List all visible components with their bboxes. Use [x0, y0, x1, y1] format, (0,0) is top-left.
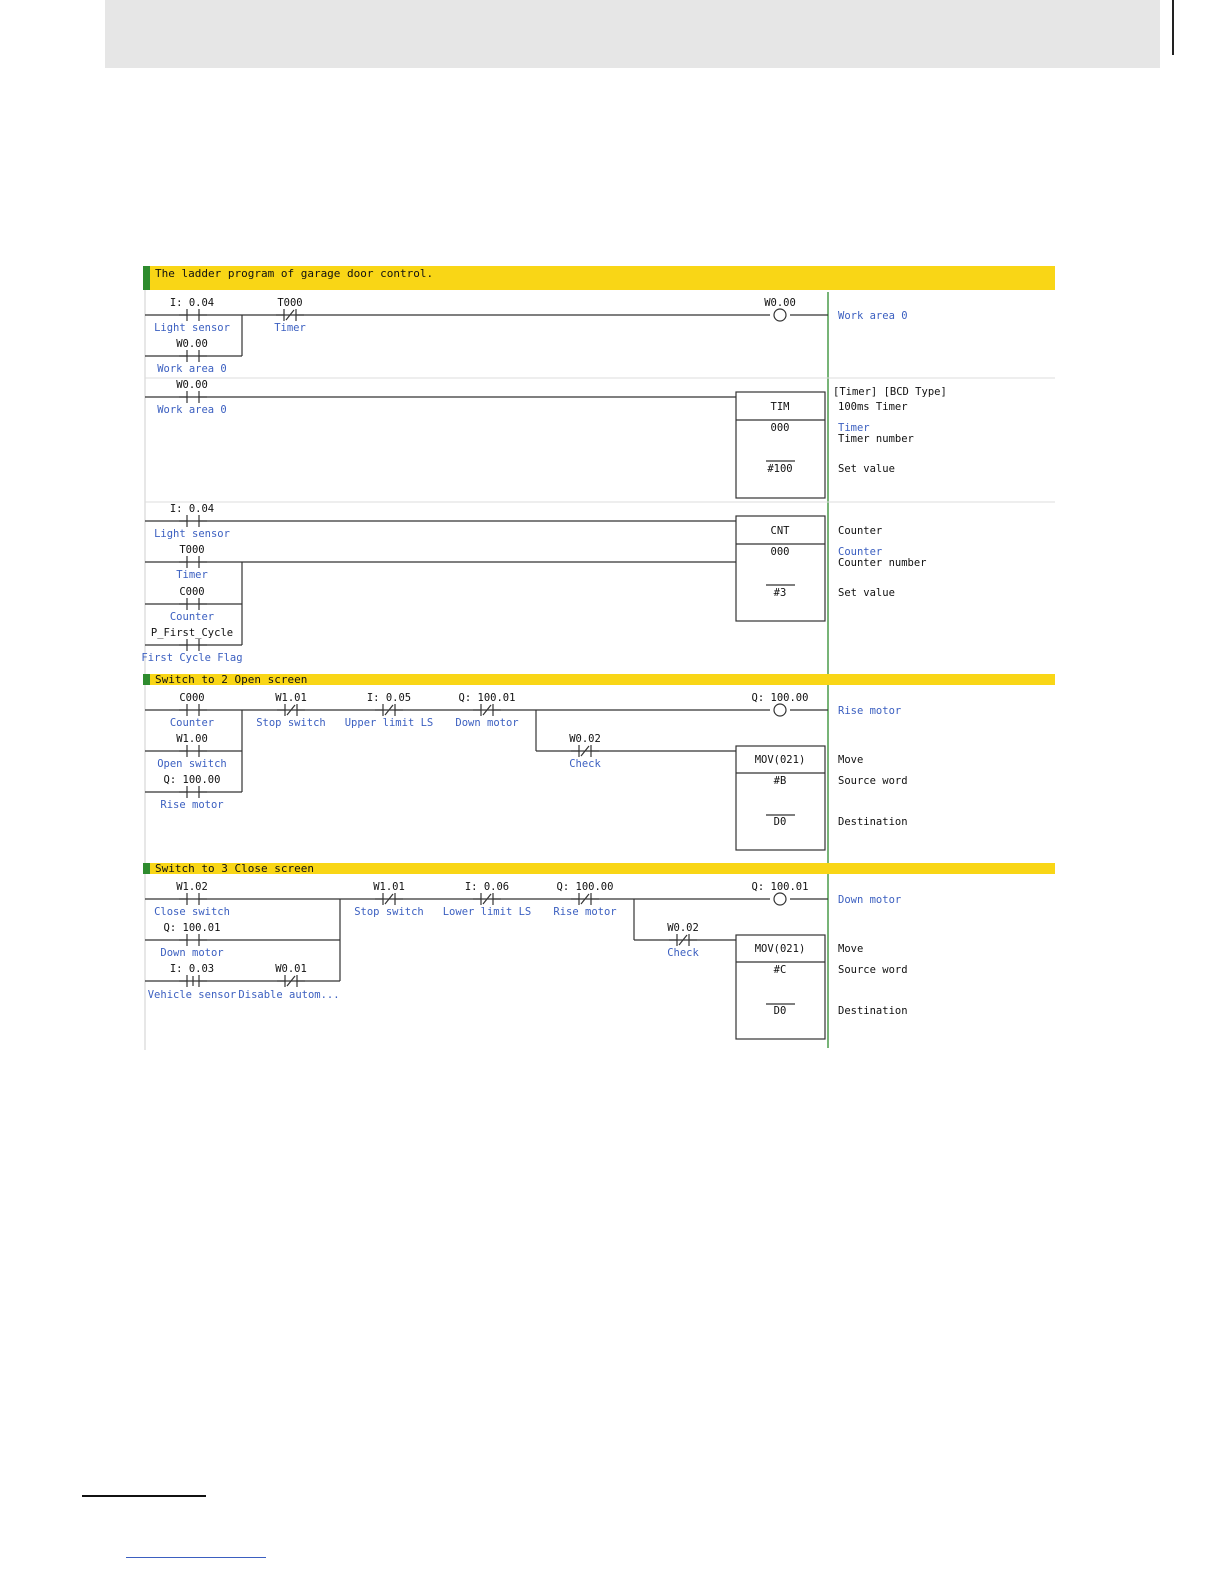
operand-label: Source word — [838, 964, 908, 976]
contact-operand: W0.00 — [176, 379, 208, 391]
contact — [473, 704, 501, 716]
contact-comment: Light sensor — [154, 322, 230, 334]
operand-label: Set value — [838, 587, 895, 599]
contact-operand: I: 0.03 — [169, 963, 215, 975]
contact-comment: Rise motor — [553, 906, 617, 918]
contact-operand: I: 0.05 — [366, 692, 412, 704]
contact-comment: Disable autom... — [238, 989, 340, 1001]
counter-number: 000 — [770, 546, 790, 558]
instruction-name: Move — [838, 754, 864, 766]
section-title: The ladder program of garage door control. — [155, 267, 434, 280]
footer-rule — [82, 1495, 206, 1497]
coil-comment: Work area 0 — [838, 310, 908, 322]
contact — [277, 975, 305, 987]
operand-label: Set value — [838, 463, 895, 475]
contact-operand: W0.00 — [176, 338, 208, 350]
coil — [774, 893, 786, 905]
contact-comment: Lower limit LS — [442, 906, 532, 918]
instruction-name: Counter — [838, 525, 883, 537]
contact-comment: Timer — [274, 322, 306, 334]
contact-operand: Q: 100.01 — [458, 692, 516, 704]
contact-operand: T000 — [277, 297, 303, 309]
contact-operand: C000 — [179, 586, 205, 598]
contact — [277, 704, 305, 716]
contact-comment: Check — [569, 758, 601, 770]
contact — [375, 893, 403, 905]
contact-operand: Q: 100.01 — [163, 922, 221, 934]
contact-comment: Down motor — [455, 717, 519, 729]
contact-operand: C000 — [179, 692, 205, 704]
function-name: TIM — [770, 401, 790, 413]
contact-operand: W0.02 — [667, 922, 699, 934]
contact-comment: Work area 0 — [157, 404, 227, 416]
instruction-name: 100ms Timer — [838, 401, 908, 413]
contact-comment: Vehicle sensor — [147, 989, 237, 1001]
contact — [276, 309, 304, 321]
section-title: Switch to 2 Open screen — [155, 673, 308, 686]
set-value: #100 — [767, 463, 793, 475]
operand-label: Destination — [838, 816, 908, 828]
destination-operand: D0 — [773, 1005, 787, 1017]
contact-comment: Close switch — [154, 906, 230, 918]
contact — [571, 893, 599, 905]
coil — [774, 309, 786, 321]
operand-label: Destination — [838, 1005, 908, 1017]
footer-link-underline — [126, 1557, 266, 1558]
coil-comment: Rise motor — [838, 705, 902, 717]
coil-operand: Q: 100.01 — [751, 881, 809, 893]
operand-label: Counter number — [838, 557, 927, 569]
instruction-name: Move — [838, 943, 864, 955]
contact-comment: Down motor — [160, 947, 224, 959]
section-title: Switch to 3 Close screen — [155, 862, 314, 875]
contact-comment: Light sensor — [154, 528, 230, 540]
contact — [669, 934, 697, 946]
contact — [571, 745, 599, 757]
contact-operand: Q: 100.00 — [556, 881, 614, 893]
section-marker — [143, 266, 150, 290]
function-name: MOV(021) — [754, 943, 806, 955]
source-operand: #B — [773, 775, 787, 787]
contact-comment: Timer — [176, 569, 208, 581]
contact-comment: Counter — [169, 611, 215, 623]
source-operand: #C — [773, 964, 787, 976]
operand-label: Timer number — [838, 433, 914, 445]
coil-comment: Down motor — [838, 894, 902, 906]
section-marker — [143, 863, 150, 874]
contact-operand: I: 0.04 — [169, 297, 215, 309]
coil-operand: W0.00 — [764, 297, 796, 309]
section-marker — [143, 674, 150, 685]
contact-comment: First Cycle Flag — [141, 652, 243, 664]
coil — [774, 704, 786, 716]
contact-comment: Open switch — [157, 758, 227, 770]
contact-operand: I: 0.06 — [464, 881, 510, 893]
contact-comment: Counter — [169, 717, 215, 729]
contact-operand: W1.00 — [176, 733, 208, 745]
contact-comment: Work area 0 — [157, 363, 227, 375]
operand-comment: Timer — [838, 422, 870, 434]
instruction-type: [Timer] [BCD Type] — [833, 386, 947, 398]
timer-number: 000 — [770, 422, 790, 434]
contact-operand: W0.02 — [569, 733, 601, 745]
operand-comment: Counter — [838, 546, 883, 558]
function-name: MOV(021) — [754, 754, 806, 766]
contact-operand: Q: 100.00 — [163, 774, 221, 786]
contact-comment: Check — [667, 947, 699, 959]
contact — [473, 893, 501, 905]
contact-comment: Rise motor — [160, 799, 224, 811]
contact-operand: P_First_Cycle — [150, 627, 234, 639]
contact-comment: Stop switch — [256, 717, 326, 729]
contact-operand: I: 0.04 — [169, 503, 215, 515]
contact-operand: W1.02 — [176, 881, 208, 893]
function-name: CNT — [770, 525, 790, 537]
contact-operand: W1.01 — [373, 881, 405, 893]
contact — [375, 704, 403, 716]
contact-operand: T000 — [179, 544, 205, 556]
operand-label: Source word — [838, 775, 908, 787]
destination-operand: D0 — [773, 816, 787, 828]
contact-operand: W1.01 — [275, 692, 307, 704]
contact-comment: Stop switch — [354, 906, 424, 918]
set-value: #3 — [773, 587, 787, 599]
contact-operand: W0.01 — [275, 963, 307, 975]
coil-operand: Q: 100.00 — [751, 692, 809, 704]
contact-comment: Upper limit LS — [344, 717, 434, 729]
